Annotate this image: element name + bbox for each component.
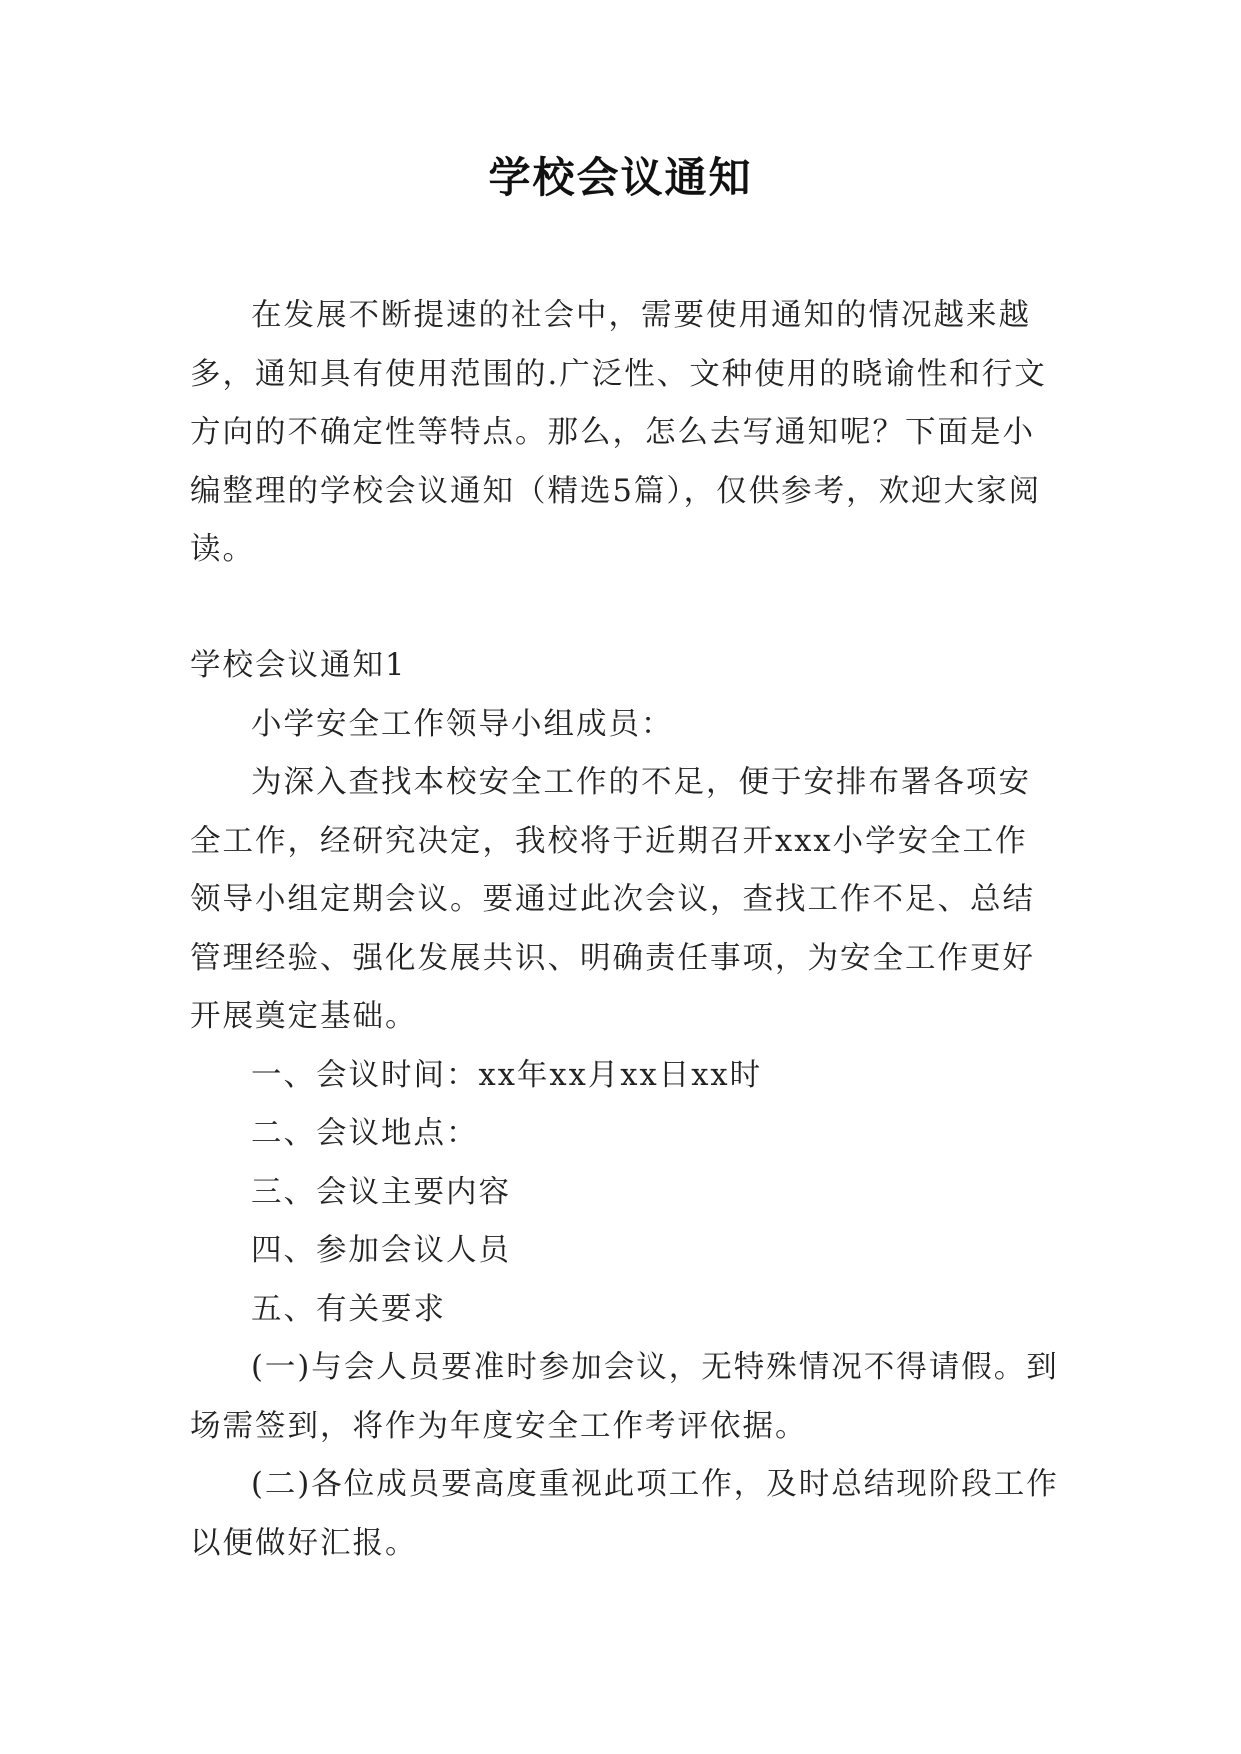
requirement-paragraph-2: (二)各位成员要高度重视此项工作，及时总结现阶段工作以便做好汇报。 xyxy=(190,1467,1059,1561)
intro-block xyxy=(190,287,1060,580)
meeting-location-item: 二、会议地点： xyxy=(251,1116,479,1151)
salutation: 小学安全工作领导小组成员： xyxy=(251,706,674,742)
attendees-item: 四、参加会议人员 xyxy=(251,1233,511,1268)
body-paragraph: 为深入查找本校安全工作的不足，便于安排布署各项安全工作，经研究决定，我校将于近期召开xxx小学安全工作领导小组定期会议。要通过此次会议，查找工作不足、总结管理经验、强化发展共识、明确责任事项，为安全工作更好开展奠定基础。 xyxy=(190,765,1035,1034)
notice-body xyxy=(190,637,1060,1573)
document-title: 学校会议通知 xyxy=(488,153,753,202)
requirement-paragraph-1: (一)与会人员要准时参加会议，无特殊情况不得请假。到场需签到，将作为年度安全工作考评依据。 xyxy=(190,1350,1059,1444)
section-heading: 学校会议通知1 xyxy=(190,648,407,683)
intro-paragraph: 在发展不断提速的社会中，需要使用通知的情况越来越多，通知具有使用范围的.广泛性、文种使用的晓谕性和行文方向的不确定性等特点。那么，怎么去写通知呢？下面是小编整理的学校会议通知（精选5篇），仅供参考，欢迎大家阅读。 xyxy=(190,298,1047,567)
requirements-item: 五、有关要求 xyxy=(251,1291,446,1327)
meeting-time-item: 一、会议时间：xx年xx月xx日xx时 xyxy=(251,1057,763,1093)
meeting-content-item: 三、会议主要内容 xyxy=(251,1174,511,1210)
